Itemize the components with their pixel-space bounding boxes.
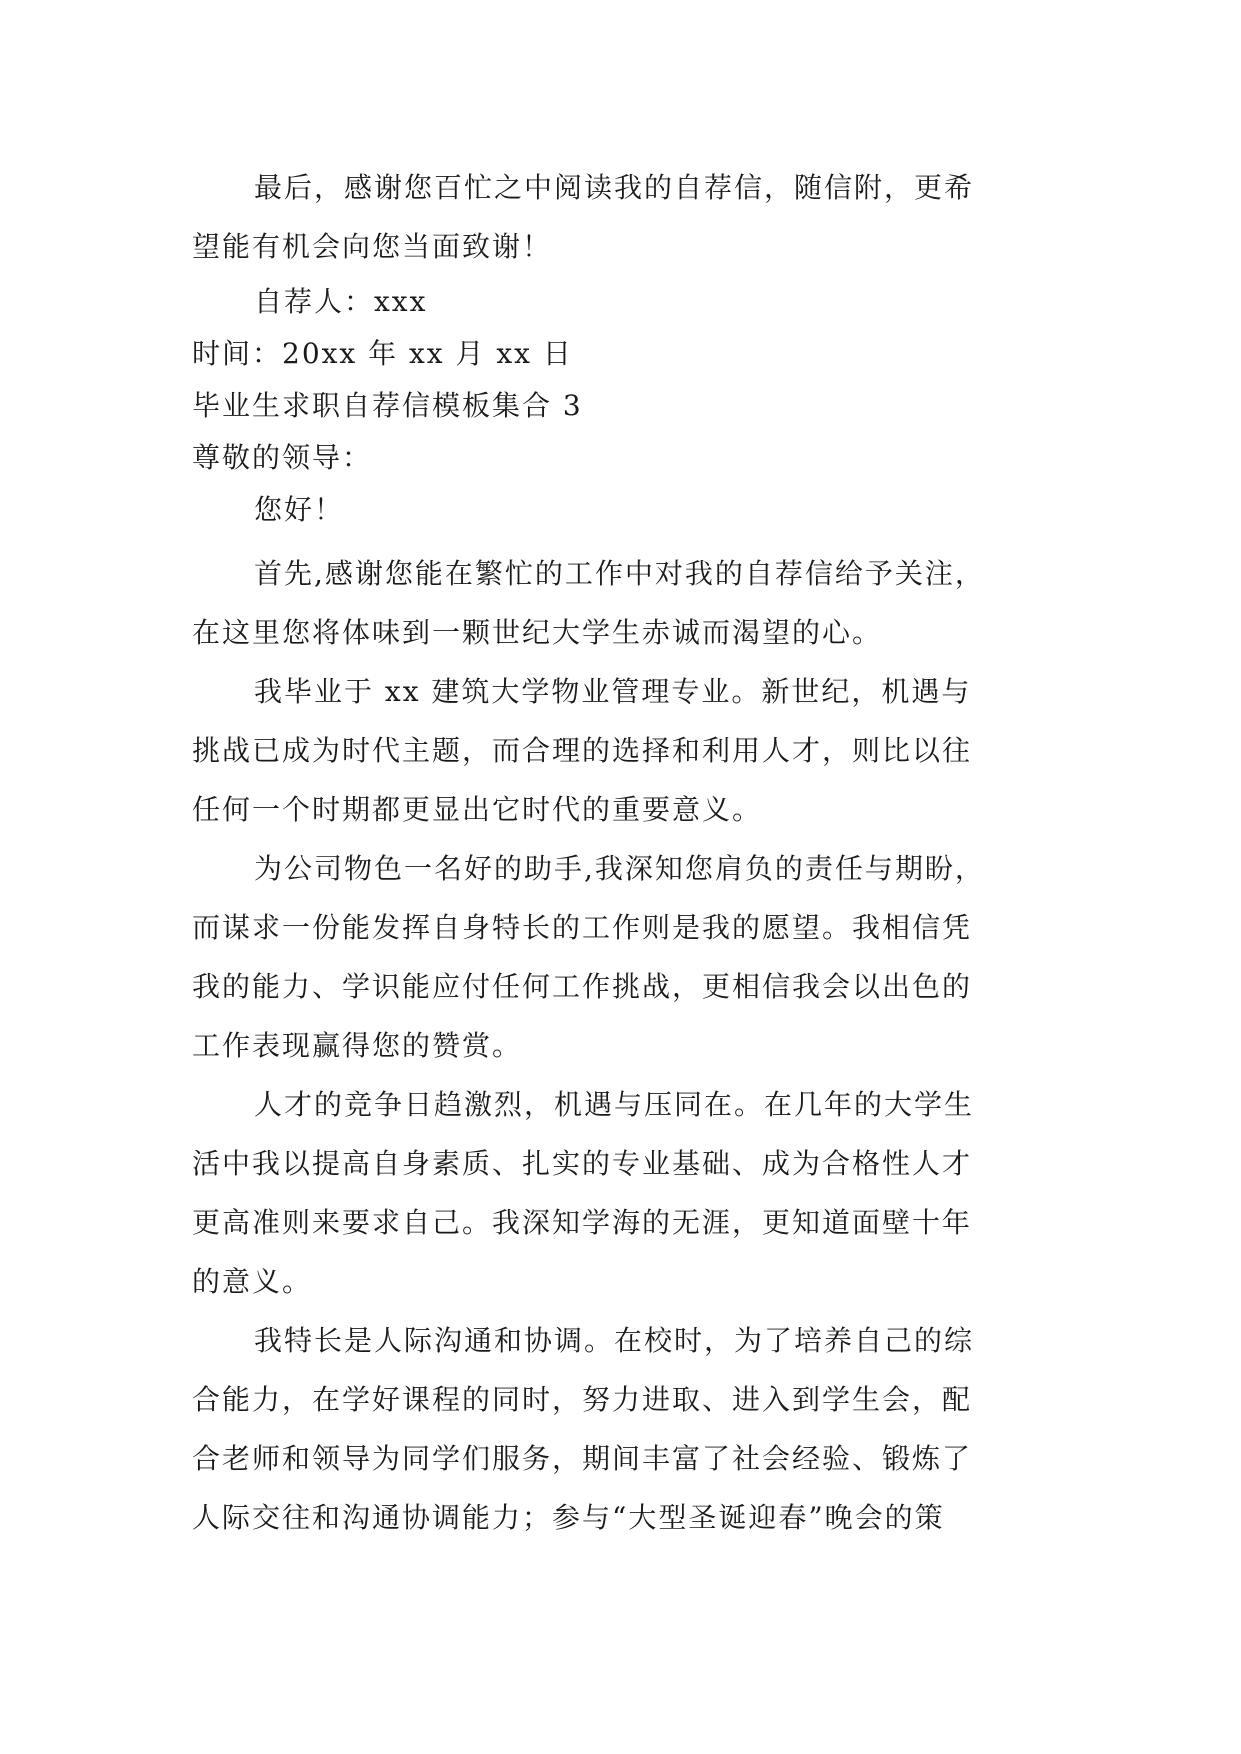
paragraph-4 — [192, 1075, 1052, 1311]
text-line: 工作表现赢得您的赞赏。 — [192, 1029, 523, 1062]
text-line: 在这里您将体味到一颗世纪大学生赤诚而渴望的心。 — [192, 616, 883, 649]
text-line: 首先,感谢您能在繁忙的工作中对我的自荐信给予关注， — [254, 557, 985, 590]
text-line: 合老师和领导为同学们服务，期间丰富了社会经验、锻炼了 — [192, 1442, 973, 1475]
text-line: 的意义。 — [192, 1265, 313, 1298]
text-line: 人才的竞争日趋激烈，机遇与压同在。在几年的大学生 — [254, 1088, 975, 1121]
text-line: 任何一个时期都更显出它时代的重要意义。 — [192, 793, 763, 826]
greeting: 您好！ — [254, 493, 345, 526]
text-line: 挑战已成为时代主题，而合理的选择和利用人才，则比以往 — [192, 734, 973, 767]
salutation: 尊敬的领导： — [192, 441, 373, 474]
section-title: 毕业生求职自荐信模板集合 3 — [192, 389, 583, 422]
text-line: 我毕业于 xx 建筑大学物业管理专业。新世纪，机遇与 — [254, 675, 972, 708]
paragraph-2 — [192, 662, 1052, 839]
text-line: 我的能力、学识能应付任何工作挑战，更相信我会以出色的 — [192, 970, 973, 1003]
text-line: 人际交往和沟通协调能力；参与“大型圣诞迎春”晚会的策 — [192, 1501, 945, 1534]
text-line: 我特长是人际沟通和协调。在校时，为了培养自己的综 — [254, 1324, 975, 1357]
text-line: 更高准则来要求自己。我深知学海的无涯，更知道面壁十年 — [192, 1206, 973, 1239]
text-line: 而谋求一份能发挥自身特长的工作则是我的愿望。我相信凭 — [192, 911, 973, 944]
date-line: 时间：20xx 年 xx 月 xx 日 — [192, 337, 573, 370]
paragraph-5 — [192, 1311, 1052, 1547]
letter-meta — [192, 276, 1052, 536]
text-line: 最后，感谢您百忙之中阅读我的自荐信，随信附，更希 — [254, 171, 975, 204]
closing-paragraph — [192, 158, 1052, 276]
text-line: 望能有机会向您当面致谢！ — [192, 230, 553, 263]
letter-body — [192, 158, 1052, 1547]
text-line: 合能力，在学好课程的同时，努力进取、进入到学生会，配 — [192, 1383, 973, 1416]
text-line: 为公司物色一名好的助手,我深知您肩负的责任与期盼， — [254, 852, 985, 885]
paragraph-1 — [192, 544, 1052, 662]
text-line: 活中我以提高自身素质、扎实的专业基础、成为合格性人才 — [192, 1147, 973, 1180]
signature: 自荐人：xxx — [254, 285, 428, 318]
paragraph-3 — [192, 839, 1052, 1075]
